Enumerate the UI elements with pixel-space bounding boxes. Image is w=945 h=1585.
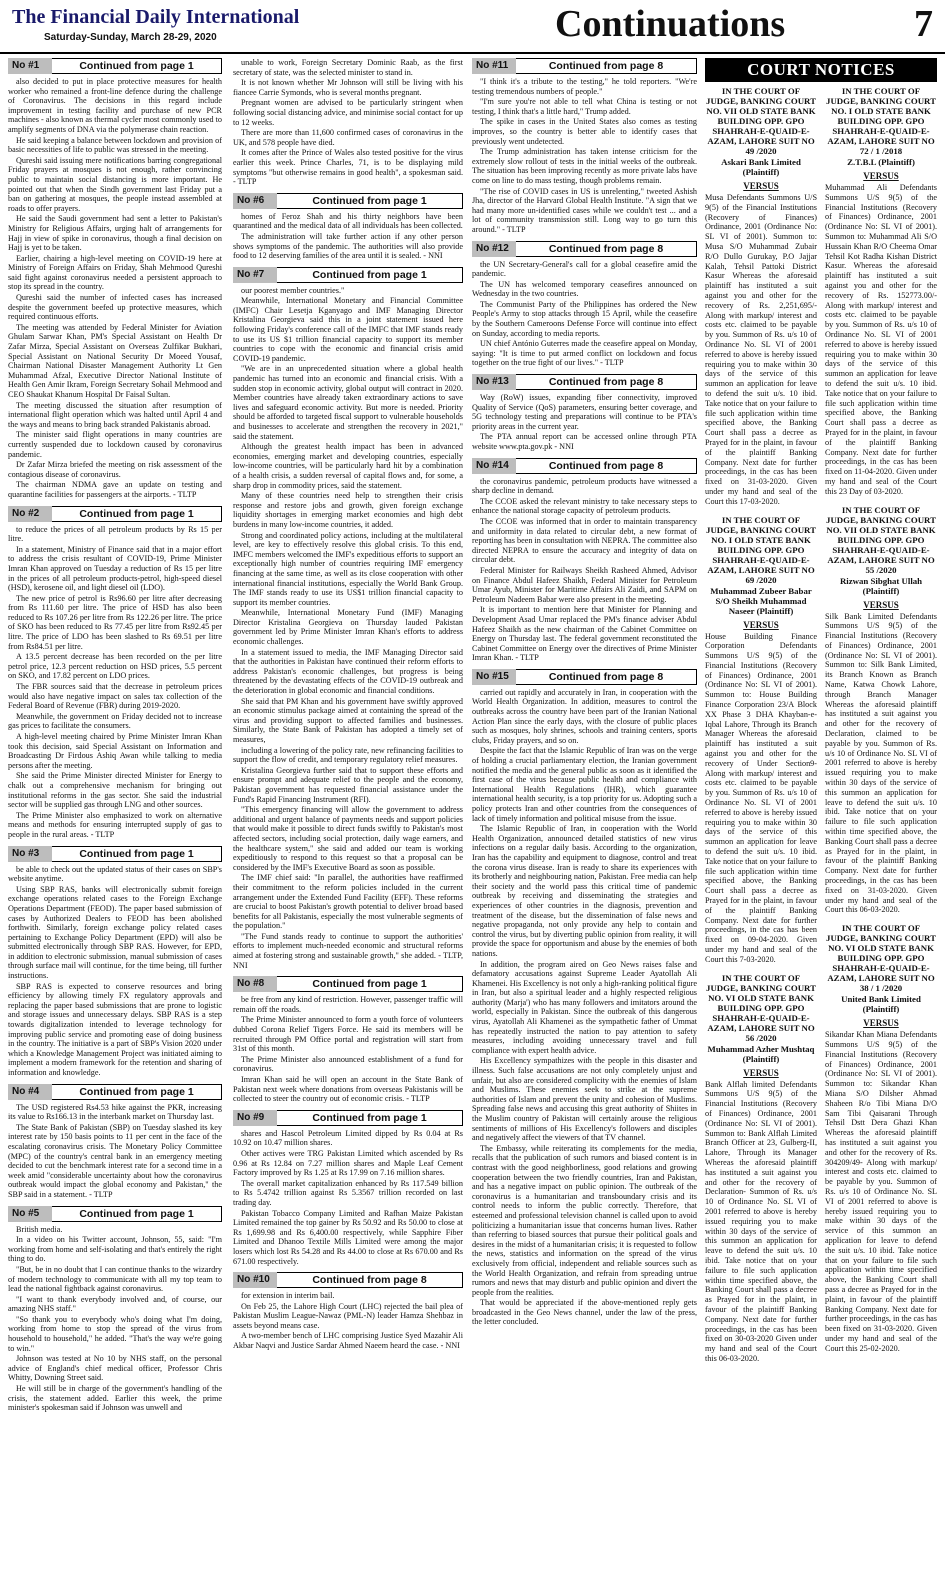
article-paragraph: homes of Feroz Shah and his thirty neighbors have been quarantined and the medical data of all individuals has been collected.	[233, 211, 463, 231]
notice-versus: VERSUS	[863, 171, 899, 181]
article-paragraph: Way (RoW) issues, expanding fiber connectivity, improved Quality of Service (QoS) parameters, ensuring better coverage, and 5G technology testing and preparations will continue to be PTA's priority areas in the current year.	[472, 393, 697, 431]
article-column-1	[8, 58, 222, 1578]
continuation-number: No #14	[472, 458, 516, 474]
article-paragraph: Dr Zafar Mirza briefed the meeting on risk assessment of the contagious disease of coronavirus.	[8, 460, 222, 479]
notice-plaintiff: United Bank Limited (Plaintiff)	[841, 994, 921, 1015]
article-paragraph: In a statement, Ministry of Finance said that in a major effort to address the crisis resultant of COVID-19, Prime Minister Imran Khan approved on Tuesday a reduction of Rs 15 per litre in the prices of all petroleum products-petrol, high-speed diesel (HSD), kerosene oil, and light diesel oil (LDO).	[8, 544, 222, 593]
court-notices-column	[705, 58, 937, 1578]
article-paragraph: The UN has welcomed temporary ceasefires announced on Wednesday in the two countries.	[472, 279, 697, 299]
article-paragraph: A high-level meeting chaired by Prime Minister Imran Khan took this decision, said Special Assistant on Information and Broadcasting Dr Firdous Ashiq Awan while talking to media persons after the meeting.	[8, 732, 222, 770]
notice-body: Sikandar Khan Miana Defendants Summons U/S 9(5) of the Financial Institutions (Recovery of Finances) Ordinance, 2001 (Ordinance No: SL VI of 2001). Summon to: Sikandar Khan Miana S/O Dilsher Ahmad Shaheen R/o Tibi Miana D/O Sam Tibi Qaisarani Through Tehsil Dstt Dera Ghazi Khan Whereas the aforesaid plaintiff has instituted a suit against you and other for the recovery of Rs. 304209/49- Along with markup/ interest and costs etc. claimed to be payable by you. Summon of Rs. u/s 10 of Ordinance No. SL VI of 2001 referred to above is hereby issued requiring you to make within 30 days of the service of this summon an application for leave to defend the suit u/s. 10 ibid. Take notice that on your failure to file such application within time specified above, the Banking Court shall pass a decree as Prayed for in the plaint, in favour of the plaintiff Banking Company. Next date for further proceedings, in the cas has been fixed on 31-03-2020. Given under my hand and seal of the Court this 25-02-2020.	[825, 1030, 937, 1353]
continuation-heading: Continued from page 1	[52, 1206, 222, 1222]
article-paragraph: The administration will take further action if any other person shows symptoms of the pandemic. The authorities will also provide food to 12 deserving families of the area until it is sealed. - NNI	[233, 231, 463, 261]
article-paragraph: "The Fund stands ready to continue to support the authorities' efforts to implement much-needed economic and structural reforms aimed at fostering strong and sustainable growth," she added. - TLTP, NNI	[233, 931, 463, 970]
continuation-heading: Continued from page 8	[516, 58, 697, 74]
continuation-heading: Continued from page 1	[52, 846, 222, 862]
article-paragraph: Pakistan Tobacco Company Limited and Rafhan Maize Pakistan Limited remained the top gainer by Rs 50.92 and Rs 50.00 to close at Rs 1,699.98 and Rs 6,400.00 respectively, while Sapphire Fiber Limited and Dhanoo Textile Mills Limited were among the major losers which lost Rs 54.28 and Rs 44.00 to close at Rs 670.00 and Rs 671.00 respectively.	[233, 1208, 463, 1266]
article-paragraph: British media.	[16, 1224, 63, 1234]
article-paragraph: The overall market capitalization enhanced by Rs 117.549 billion to Rs 5.4742 trillion against Rs 5.3567 trillion recorded on last trading day.	[233, 1178, 463, 1207]
section-title: Continuations	[555, 3, 786, 45]
continuation-heading: Continued from page 1	[277, 1110, 463, 1126]
continuation-number: No #7	[233, 267, 277, 283]
article-paragraph: On Feb 25, the Lahore High Court (LHC) rejected the bail plea of Pakistan Muslim League-Nawaz (PML-N) leader Hamza Shehbaz in assets beyond means case.	[233, 1301, 463, 1330]
continuation-number: No #4	[8, 1084, 52, 1100]
article-paragraph: The FBR sources said that the decrease in petroleum prices would also have negative impact on sales tax collection of the Federal Board of Revenue (FBR) during 2019-2020.	[8, 682, 222, 711]
continuation-number: No #15	[472, 669, 516, 685]
article-paragraph: Using SBP RAS, banks will electronically submit foreign exchange operations related cases to the Foreign Exchange Operations Department (FEOD). The paper based submission of cases by Authorized Dealers to FEOD has been abolished forthwith. Similarly, foreign exchange policy related cases pertaining to Exchange Policy Department (EPD) will also be submitted electronically through SBP RAS. However, for EPD, in addition to electronic submission, manual submission of cases through surface mail will continue, for the time being, till further instructions.	[8, 884, 222, 981]
notice-court-heading: IN THE COURT OF JUDGE, BANKING COURT NO. I OLD STATE BANK BUILDING OPP. GPO SHAHRAH-E-QUAID-E-AZAM, LAHORE SUIT NO 72 / 1 /2018	[826, 86, 936, 156]
article-paragraph: He said the Saudi government had sent a letter to Pakistan's Ministry for Religious Affairs, urging halt of arrangements for Hajj in view of spike in coronavirus, though a final decision on Hajj is yet to be taken.	[8, 214, 222, 253]
court-notice	[825, 86, 937, 497]
notice-plaintiff: Muhammad Zubeer Babar S/O Sheikh Muhammad Naseer (Plaintiff)	[710, 585, 812, 616]
article-paragraph: Qureshi said issuing mere notifications barring congregational Friday prayers at mosques is not enough, rather convincing public to maintain social distancing is more important. He pointed out that when the Sindh government last Friday put a ban on gathering at mosques, the people instead assembled at roads to offer prayers.	[8, 155, 222, 213]
article-paragraph: the coronavirus pandemic, petroleum products have witnessed a sharp decline in demand.	[472, 476, 697, 496]
article-paragraph: shares and Hascol Petroleum Limited dipped by Rs 0.04 at Rs 10.92 on 10.47 million shares.	[233, 1128, 463, 1148]
continuation-article	[233, 58, 463, 187]
article-paragraph: In addition, the program aired on Geo News raises false and defamatory accusations against Supreme Leader Ayatollah Ali Khamenei. His Excellency is not only a high-ranking political figure in Iran, but also a spiritual leader and a highly respected religious authority (Marja') who has many followers and imitators around the world, especially in Pakistan. Since the outbreak of this dangerous virus, Ayatollah Ali Khamenei as the sympathetic father of Ummat has repeatedly instructed the nation to pay attention to safety measures, including avoiding unnecessary travel and full compliance with expert health advice.	[472, 959, 697, 1055]
article-paragraph: Meanwhile, International Monetary Fund (IMF) Managing Director Kristalina Georgieva on Thursday lauded Pakistan government led by Prime Minister Imran Khan's efforts to address economic challenges.	[233, 608, 463, 647]
article-paragraph: The IMF chief said: "In parallel, the authorities have reaffirmed their commitment to the reform policies included in the current arrangement under the Extended Fund Facility (EFF). These reforms are crucial to boost Pakistan's growth potential to deliver broad based benefits for all Pakistanis, especially the most vulnerable segments of the population."	[233, 873, 463, 931]
article-paragraph: It is important to mention here that Minister for Planning and Development Asad Umar replaced the PM's finance adviser Abdul Hafeez Shaikh as the new chairman of the Cabinet Committee on Energy on Thursday last. The federal government reconstituted the Cabinet Committee on Energy over the directives of Prime Minister Imran Khan. - TLTP	[472, 605, 697, 663]
article-paragraph: The Prime Minister also announced establishment of a fund for coronavirus.	[233, 1054, 463, 1074]
notice-plaintiff: Askari Bank Limited (Plaintiff)	[721, 157, 801, 177]
article-paragraph: Federal Minister for Railways Sheikh Rasheed Ahmed, Advisor on Finance Abdul Hafeez Shaikh, Federal Minister for Petroleum Umar Ayub, Minister for Maritime Affairs Ali Zaidi, and SAPM on Petroleum Nadeem Babar were also present in the meeting.	[472, 565, 697, 604]
article-paragraph: A two-member bench of LHC comprising Justice Syed Mazahir Ali Akbar Naqvi and Justice Sardar Ahmed Naeem heard the case. - NNI	[233, 1331, 463, 1351]
continuation-heading: Continued from page 8	[516, 374, 697, 390]
notice-court-heading: IN THE COURT OF JUDGE, BANKING COURT NO. VII OLD STATE BANK BUILDING OPP. GPO SHAHRAH-E-QUAID-E-AZAM, LAHORE SUIT NO 55 /2020	[826, 504, 936, 575]
continuation-number: No #1	[8, 58, 52, 74]
continuation-heading: Continued from page 8	[516, 458, 697, 474]
article-paragraph: "We are in an unprecedented situation where a global health pandemic has turned into an economic and financial crisis. With a sudden stop in economic activity, global output will contract in 2020. Member countries have already taken extraordinary actions to save lives and safeguard economic activity. But more is needed. Priority should be afforded to targeted fiscal support to vulnerable households and businesses to accelerate and strengthen the recovery in 2021," said the statement.	[233, 364, 463, 441]
notice-plaintiff: Muhammad Azher Mushtaq (Plaintiff)	[707, 1043, 815, 1064]
continuation-header	[472, 374, 697, 390]
article-paragraph: Despite the fact that the Islamic Republic of Iran was on the verge of holding a crucial parliamentary election, the Iranian government notified the media and the general public as soon as it identified the first case of the virus because public health and compliance with International Health Regulations (IHR), which guarantee international health security, is a top priority for us. Adopting such a policy protects Iran and other countries from the consequences of lack of timely information and political misuse from the issue.	[472, 746, 697, 823]
continuation-header	[233, 1110, 463, 1126]
article-paragraph: The Islamic Republic of Iran, in cooperation with the World Health Organization, announced detailed statistics of new virus infections on a regular daily basis. According to the organization, Iran has the capability and equipment to diagnose, control and treat the corona virus disease. Iran is ready to share its experiences with its brotherly and neighbouring nation, Pakistan. Free media can help their society and the world pass this critical time of pandemic outbreak by receiving and disseminating the strategies and experiences of other countries in the diagnosis, prevention and treatment of the disease, but the dissemination of false news and negative propaganda, not only provide any help to contain and control the virus, but by diverting public opinion from reality, it will provide the space for opportunism and abuse by the enemies of both nations.	[472, 824, 697, 958]
continuation-article	[472, 669, 697, 1327]
article-paragraph: A 13.5 percent decrease has been recorded on the per litre petrol price, 12.3 percent reduction on HSD prices, 5.5 percent on SKO, and 17.82 percent on LDO prices.	[8, 652, 222, 681]
article-paragraph: It is not known whether Mr Johnson will still be living with his fiancee Carrie Symonds, who is several months pregnant.	[233, 78, 463, 97]
notice-court-heading: IN THE COURT OF JUDGE, BANKING COURT NO. VI OLD STATE BANK BUILDING OPP. GPO SHAHRAH-E-QUAID-E-AZAM, LAHORE SUIT NO 38 / 1 /2020	[826, 923, 936, 994]
notice-versus: VERSUS	[743, 619, 779, 630]
notice-body: Muhammad Ali Defendants Summons U/S 9(5) of the Financial Institutions (Recovery of Finances) Ordinance, 2001 (Ordinance No: SL VI of 2001). Summon to: Muhammad Ali S/O Hussain Khan R/O Cheema Omar Tehsil Kot Radha Kishan District Kasur. Whereas the aforesaid plaintiff has instituted a suit against you and other for the recovery of Rs. 152773.00/- Along with markup/ interest and costs etc. claimed to be payable by you. Summon of Rs. u/s 10 of Ordinance No. SL VI of 2001 referred to above is hereby issued requiring you to make within 30 days of the service of this summon an application for leave to defend the suit u/s. 10 ibid. Take notice that on your failure to file such application within time specified above, the Banking Court shall pass a decree as Prayed for in the plaint, in favour of the plaintiff Banking Company. Next date for further proceedings, in the cas has been fixed on 11-04-2020. Given under my hand and seal of the Court this 23 Day of 03-2020.	[825, 183, 937, 496]
article-paragraph: In a statement issued to media, the IMF Managing Director said that the authorities in Pakistan have continued their reform efforts to address Pakistan's economic challenges, but progress is being threatened by the devastating effects of the COVID-19 outbreak and the deterioration in global economic and financial conditions.	[233, 647, 463, 696]
continuation-header	[8, 1206, 222, 1222]
issue-date: Saturday-Sunday, March 28-29, 2020	[44, 32, 217, 43]
notice-body: Bank Alflah limited Defendants Summons U/S 9(5) of the Financial Institutions (Recovery of Finances) Ordinance, 2001 (Ordinance No: SL VI of 2001). Summon to: Bank Alflah Limited Branch Officer at 23, Gulberg-II, Lahore, Through its Manager Whereas the aforesaid plaintiff has instituted a suit against you and other for the recovery of Declaration- Summon of Rs. u/s 10 of Ordinance No. SL VI of 2001 referred to above is hereby issued requiring you to make within 30 days of the service of this summon an application for leave to defend the suit u/s. 10 ibid. Take notice that on your failure to file such application within time specified above, the Banking Court shall pass a decree as Prayed for in the plaint, in favour of the plaintiff Banking Company. Next date for further proceedings, in the cas has been fixed on 30-03-2020 Given under my hand and seal of the Court this 06-03-2020.	[705, 1079, 817, 1363]
article-paragraph: Meanwhile, the government on Friday decided not to increase gas prices to facilitate the consumers.	[8, 711, 222, 731]
article-paragraph: Qureshi said the number of infected cases has increased despite the government beefed up protective measures, which required continuous efforts.	[8, 293, 222, 322]
article-paragraph: There are more than 11,600 confirmed cases of coronavirus in the UK, and 578 people have died.	[233, 128, 463, 147]
continuation-article	[8, 1206, 222, 1413]
article-paragraph: She said the Prime Minister directed Minister for Energy to chalk out a comprehensive mechanism for bringing out institutional reforms in the gas sector. She said the industrial sector will be supplied gas through LNG and other sources.	[8, 771, 222, 810]
continuation-heading: Continued from page 1	[277, 267, 463, 283]
court-notice	[705, 515, 817, 965]
article-paragraph: the UN Secretary-General's call for a global ceasefire amid the pandemic.	[472, 259, 697, 279]
continuation-heading: Continued from page 8	[277, 1272, 463, 1288]
continuation-header	[8, 506, 222, 522]
continuation-article	[472, 58, 697, 235]
notice-versus: VERSUS	[863, 599, 899, 610]
court-notices-subcolumn-1	[705, 86, 817, 1372]
continuation-heading: Continued from page 8	[516, 241, 697, 257]
article-paragraph: "But, be in no doubt that I can continue thanks to the wizardry of modern technology to communicate with all my top team to lead the national fightback against coronavirus.	[8, 1264, 222, 1294]
article-paragraph: The minister said flight operations in many countries are currently suspended due to lockdown caused by coronavirus pandemic.	[8, 430, 222, 459]
article-paragraph: "I want to thank everybody involved and, of course, our amazing NHS staff."	[8, 1294, 222, 1314]
continuation-article	[8, 1084, 222, 1200]
continuation-number: No #3	[8, 846, 52, 862]
article-paragraph: "I think it's a tribute to the testing," he told reporters. "We're testing tremendous numbers of people."	[472, 77, 697, 96]
continuation-header	[472, 669, 697, 685]
notice-versus: VERSUS	[743, 1067, 779, 1078]
article-paragraph: The Embassy, while reiterating its complements for the media, recalls that the publication of such rumors and biased content is in contrast with the good neighborliness, good relations and growing cooperation between the two friendly countries, Iran and Pakistan, and has a negative impact on public opinion. The outbreak of the coronavirus is a humanitarian and transboundary crisis and its control needs to inform the public correctly. Therefore, that esteemed and professional television channel is called upon to avoid politicizing a humanitarian issue that concerns human lives. Rather than referring to biased sources that pursue their political goals and desires in the midst of a humanitarian crisis; it is requested to follow the news, statistics and information on the spread of the virus exclusively from official, independent and reliable sources such as the World Health Organization, and refrain from spreading untrue rumors and news that may disturb and public opinion and divert the people from the realities.	[472, 1143, 697, 1297]
article-paragraph: The CCOE was informed that in order to maintain transparency and uniformity in data related to circular debt, a new format of reporting has been in consultation with NEPRA. The committee also directed NEPRA to ensure the accuracy and integrity of data on circular debt.	[472, 516, 697, 565]
article-paragraph: "I'm sure you're not able to tell what China is testing or not testing, I think that's a little hard," Trump added.	[472, 97, 697, 116]
continuation-article	[233, 1110, 463, 1266]
court-notices-banner: COURT NOTICES	[705, 58, 937, 82]
continuation-article	[233, 193, 463, 261]
continuation-article	[8, 846, 222, 1078]
court-notice	[705, 86, 817, 507]
article-paragraph: The Prime Minister also emphasized to work on alternative means and methods for ensuring interrupted supply of gas to people in the rural areas. - TLTP	[8, 810, 222, 839]
continuation-number: No #11	[472, 58, 516, 74]
continuation-header	[233, 1272, 463, 1288]
article-paragraph: Other actives were TRG Pakistan Limited which ascended by Rs 0.96 at Rs 12.84 on 7.27 million shares and Maple Leaf Cement Factory improved by Rs 1.25 at Rs 17.99 on 7.16 million shares.	[233, 1148, 463, 1178]
continuation-article	[472, 458, 697, 663]
article-paragraph: Johnson was tested at No 10 by NHS staff, on the personal advice of England's chief medical officer, Professor Chris Whitty, Downing Street said.	[8, 1354, 222, 1383]
newspaper-title: The Financial Daily International	[12, 6, 300, 28]
notice-versus: VERSUS	[863, 1018, 899, 1029]
continuation-header	[472, 458, 697, 474]
continuation-article	[472, 374, 697, 452]
page-number: 7	[914, 3, 933, 45]
article-paragraph: It comes after the Prince of Wales also tested positive for the virus earlier this week. Prince Charles, 71, is to be displaying mild symptoms "but otherwise remains in good health", a spokesman said. - TLTP	[233, 148, 463, 187]
article-paragraph: for extension in interim bail.	[241, 1291, 335, 1301]
court-notice	[825, 505, 937, 916]
notice-body: House Building Finance Corporation Defendants Summons U/S 9(5) of the Financial Institutions (Recovery of Finances) Ordinance, 2001 (Ordinance No: SL VI of 2001). Summon to: House Building Finance Corporation 23/A Block XX Phase 3 DHA Khayban-e- Iqbal Lahore, Through its Branch Manager Whereas the aforesaid plaintiff has instituted a suit against you and other for the recovery of Under Section9- Along with markup/ interest and costs etc. claimed to be payable by you. Summon of Rs. u/s 10 of Ordinance No. SL VI of 2001 referred to above is hereby issued requiring you to make within 30 days of the service of this summon an application for leave to defend the suit u/s. 10 ibid. Take notice that on your failure to file such application within time specified above, the Banking Court shall pass a decree as Prayed for in the plaint, in favour of the plaintiff Banking Company. Next date for further proceedings, in the cas has been fixed on 09-04-2020. Given under my hand and seal of the Court this 7-03-2020.	[705, 631, 817, 964]
article-paragraph: Imran Khan said he will open an account in the State Bank of Pakistan next week where donations from overseas Pakistanis will be collected to steer the country out of economic crisis. - TLTP	[233, 1075, 463, 1104]
continuation-number: No #6	[233, 193, 277, 209]
continuation-header	[8, 1084, 222, 1100]
notice-court-heading: IN THE COURT OF JUDGE, BANKING COURT NO. VII OLD STATE BANK BUILDING OPP. GPO SHAHRAH-E-QUAID-E-AZAM, LAHORE SUIT NO 49 /2020	[706, 86, 816, 156]
continuation-article	[8, 58, 222, 500]
continuation-heading: Continued from page 1	[52, 1084, 222, 1100]
continuation-header	[8, 846, 222, 862]
continuation-number: No #5	[8, 1206, 52, 1222]
continuation-article	[233, 1272, 463, 1351]
article-paragraph: The new price of petrol is Rs96.60 per litre after decreasing from Rs 111.60 per litre. The price of HSD has also been reduced to Rs 107.26 per litre from Rs 122.26 per litre. The price of SKO has been reduced to Rs 77.45 per litre from Rs92.45 per litre. The price of LDO has been slashed to Rs 69.51 per litre from Rs84.51 per litre.	[8, 593, 222, 651]
article-paragraph: SBP RAS is expected to conserve resources and bring efficiency by allowing timely FX regulatory approvals and replacing the paper based submissions that are prone to logistic and storage issues and unnecessary delays. SBP RAS is a step towards digitalization intended to leverage technology for improving public service and promoting ease of doing business in the country. The initiative is a part of SBP's Vision 2020 under which a Knowledge Management Project was initiated aiming to implement a modern framework for the retention and sharing of information and knowledge.	[8, 981, 222, 1077]
article-paragraph: Kristalina Georgieva further said that to support these efforts and ensure prompt and adequate relief to the people and the economy, Pakistan government has requested financial assistance under the Fund's Rapid Financing Instrument (RFI).	[233, 765, 463, 804]
article-paragraph: The USD registered Rs4.53 hike against the PKR, increasing its value to Rs166.13 in the interbank market on Thursday last.	[8, 1102, 222, 1122]
continuation-article	[233, 267, 463, 971]
continuation-number: No #12	[472, 241, 516, 257]
article-paragraph: be free from any kind of restriction. However, passenger traffic will remain off the roads.	[233, 995, 463, 1014]
continuation-heading: Continued from page 8	[516, 669, 697, 685]
article-paragraph: She said that PM Khan and his government have swiftly approved an economic stimulus package aimed at containing the spread of the virus and providing support to affected families and businesses. Similarly, the State Bank of Pakistan has adopted a timely set of measures,	[233, 696, 463, 744]
article-paragraph: UN chief António Guterres made the ceasefire appeal on Monday, saying: "It is time to put armed conflict on lockdown and focus together on the true fight of our lives." - TLTP	[472, 339, 697, 368]
article-paragraph: The State Bank of Pakistan (SBP) on Tuesday slashed its key interest rate by 150 basis points to 11 per cent in the face of the escalating coronavirus crisis. The Monetary Policy Committee (MPC) of the country's central bank in an emergency meeting decided to cut the benchmark interest rate for a second time in a week amid "considerable uncertainty about how the coronavirus outbreak would impact the global economy and Pakistan," the SBP said in a statement. - TLTP	[8, 1122, 222, 1199]
continuation-header	[472, 241, 697, 257]
article-paragraph: Many of these countries need help to strengthen their crisis response and restore jobs and growth, given foreign exchange liquidity shortages in emerging market economies and high debt burdens in many low-income countries, it added.	[233, 491, 463, 529]
article-paragraph: unable to work, Foreign Secretary Dominic Raab, as the first secretary of state, was the selected minister to stand in.	[233, 58, 463, 77]
article-paragraph: to reduce the prices of all petroleum products by Rs 15 per litre.	[8, 524, 222, 544]
notice-body: Silk Bank Limited Defendants Summons U/S 9(5) of the Financial Institutions (Recovery of Finances) Ordinance, 2001 (Ordinance No: SL VI of 2001). Summon to: Silk Bank Limited, its Branch Known as Branch Name, Katwa Chowk Lahore, through Branch Manager Whereas the aforesaid plaintiff has instituted a suit against you and other for the recovery of Declaration, claimed to be payable by you. Summon of Rs. u/s 10 of Ordinance No. SL VI of 2001 referred to above is hereby issued requiring you to make within 30 days of the service of this summon an application for leave to defend the suit u/s. 10 ibid. Take notice that on your failure to file such application within time specified above, the Banking Court shall pass a decree as Prayed for in the plaint, in favour of the plaintiff Banking Company. Next date for further proceedings, in the cas has been fixed on 31-03-2020. Given under my hand and seal of the Court this 06-03-2020.	[825, 611, 937, 915]
masthead	[0, 0, 945, 54]
court-notice	[825, 923, 937, 1353]
continuation-number: No #13	[472, 374, 516, 390]
article-paragraph: carried out rapidly and accurately in Iran, in cooperation with the World Health Organization. In addition, measures to control the outbreaks across the country have been part of the Iranian National Action Plan since the early days, with the closure of public places such as mosques, holy shrines, schools and training centers, sports clubs, Friday prayers, and so on.	[472, 687, 697, 745]
continuation-header	[472, 58, 697, 74]
article-column-2	[233, 58, 463, 1578]
article-paragraph: "So thank you to everybody who's doing what I'm doing, working from home to stop the spread of the virus from household to household," he added. "That's the way we're going to win."	[8, 1314, 222, 1353]
notice-plaintiff: Z.T.B.L (Plaintiff)	[847, 157, 915, 167]
continuation-number: No #9	[233, 1110, 277, 1126]
continuation-number: No #10	[233, 1272, 277, 1288]
article-paragraph: The meeting discussed the situation after resumption of international flight operation which was halted until April 4 and the ways and means to bring back stranded Pakistanis abroad.	[8, 400, 222, 429]
article-paragraph: The CCOE asked the relevant ministry to take necessary steps to enhance the national storage capacity of petroleum products.	[472, 496, 697, 516]
article-paragraph: our poorest member countries."	[241, 285, 345, 295]
continuation-header	[233, 193, 463, 209]
article-paragraph: That would be appreciated if the above-mentioned reply gets broadcasted in the Geo News channel, under the law of the press, the letter concluded.	[472, 1298, 697, 1327]
article-paragraph: The chairman NDMA gave an update on testing and quarantine facilities for passengers at the airports. - TLTP	[8, 480, 222, 499]
article-paragraph: The Communist Party of the Philippines has ordered the New People's Army to stop attacks through 15 April, while the ceasefire by the Southern Cameroons Defense Force will continue into effect on Sunday, according to media reports.	[472, 299, 697, 338]
article-paragraph: also decided to put in place protective measures for health worker who remained a front-line defence during the challenge of Coronavirus. The decisions in this regard include improvement in testing facility and purchase of new PCR machines - also known as thermal cycler most commonly used to amplify segments of DNA via the polymerase chain reaction.	[8, 77, 222, 134]
continuation-heading: Continued from page 1	[52, 506, 222, 522]
article-paragraph: Strong and coordinated policy actions, including at the multilateral level, are key to effectively resolve this global crisis. To this end, IMFC members welcomed the IMF's expeditious efforts to support an exceptionally high number of countries requiring IMF emergency financing at the same time, as well as its close cooperation with other international financial institutions, especially the World Bank Group. The IMF stands ready to use its US$1 trillion financial capacity to support its member countries.	[233, 530, 463, 607]
notice-versus: VERSUS	[743, 181, 779, 191]
article-paragraph: The Trump administration has taken intense criticism for the extremely slow rollout of tests in the initial weeks of the outbreak. The situation has been improving recently as more private labs have come on line to do mass testing, though problems remain.	[472, 147, 697, 185]
continuation-number: No #8	[233, 976, 277, 992]
continuation-header	[233, 976, 463, 992]
notice-court-heading: IN THE COURT OF JUDGE, BANKING COURT NO. I OLD STATE BANK BUILDING OPP. GPO SHAHRAH-E-QUAID-E-AZAM, LAHORE SUIT NO 69 /2020	[706, 514, 816, 585]
article-paragraph: including a lowering of the policy rate, new refinancing facilities to support the flow of credit, and temporary regulatory relief measures.	[233, 745, 463, 765]
article-paragraph: Meanwhile, International Monetary and Financial Committee (IMFC) Chair Lesetja Kganyago and IMF Managing Director Kristalina Georgieva said this in a joint statement issued here following Friday's conference call of the IMFC that IMF stands ready to use its US $1 trillion financial capacity to support its member countries to cope with the economic and financial crisis amid COVID-19 pandemic.	[233, 296, 463, 363]
article-paragraph: Pregnant women are advised to be particularly stringent when following social distancing advice, and minimise social contact for up to 12 weeks.	[233, 98, 463, 127]
continuation-number: No #2	[8, 506, 52, 522]
notice-body: Musa Defendants Summons U/S 9(5) of the Financial Institutions (Recovery of Finances) Ordinance, 2001 (Ordinance No: SL VI of 2001). Summon to: Musa S/O Muhammad Zubair R/O Dullo Gurukay, P.O Jajjar Kalah, Tehsil Pattoki District Kasur Whereas the aforesaid plaintiff has instituted a suit against you and other for the recovery of Rs. 2,251,695/- Along with markup/ interest and costs etc. claimed to be payable by you. Summon of Rs. u/s 10 of Ordinance No. SL VI of 2001 referred to above is hereby issued requiring you to make within 30 days of the service of this summon an application for leave to defend the suit u/s. 10 ibid. Take notice that on your failure to file such application within time specified above, the Banking Court shall pass a decree as Prayed for in the plaint, in favour of the plaintiff Banking Company. Next date for further proceedings, in the cas has been fixed on 31-03-2020. Given under my hand and seal of the Court this 17-03-2020.	[705, 193, 817, 506]
article-paragraph: Although the greatest health impact has been in advanced economies, emerging market and developing countries, especially low-income countries, will be particularly hard hit by a combination of a health crisis, a sudden reversal of capital flows and, for some, a sharp drop in commodity prices, said the statement.	[233, 442, 463, 490]
article-paragraph: In a video on his Twitter account, Johnson, 55, said: "I'm working from home and self-isolating and that's entirely the right thing to do.	[8, 1235, 222, 1264]
notice-court-heading: IN THE COURT OF JUDGE, BANKING COURT NO. VI OLD STATE BANK BUILDING OPP. GPO SHAHRAH-E-QUAID-E-AZAM, LAHORE SUIT NO 56 /2020	[706, 972, 816, 1043]
article-paragraph: He said keeping a balance between lockdown and provision of basic necessities of life to public was stressed in the meeting.	[8, 135, 222, 155]
article-paragraph: Earlier, chairing a high-level meeting on COVID-19 here at Ministry of Foreign Affairs on Friday, Shah Mehmood Qureshi said fight against coronavirus needed a persistent approach to stop its spread in the country.	[8, 253, 222, 292]
article-paragraph: The meeting was attended by Federal Minister for Aviation Ghulam Sarwar Khan, PM's Special Assistant on Health Dr Zafar Mirza, Special Assistant on Overseas Zulfikar Bukhari, Special Assistant on National Security Dr Moeed Yousaf, Chairman National Disaster Management Authority Lt Gen Muhammad Afzal, Executive Director National Institute of Health Gen Amir Ikram, Foreign Secretary Sohail Mehmood and CEO Shaukat Khanum Hospital Dr Faisal Sultan.	[8, 322, 222, 399]
article-paragraph: The Prime Minister announced to form a youth force of volunteers dubbed Corona Relief Tigers Force. He said its members will be recruited through PM Office portal and registration will start from 31st of this month.	[233, 1015, 463, 1054]
article-paragraph: "The rise of COVID cases in US is unrelenting," tweeted Ashish Jha, director of the Harvard Global Health Institute. "A sign that we had many more un-identified cases while we couldn't test ... and a lot of community transmission still. Long way to go turn this around." - TLTP	[472, 186, 697, 234]
continuation-article	[472, 241, 697, 369]
continuation-header	[233, 267, 463, 283]
article-paragraph: be able to check out the updated status of their cases on SBP's website anytime.	[8, 864, 222, 884]
court-notices-subcolumn-2	[825, 86, 937, 1372]
continuation-heading: Continued from page 1	[277, 976, 463, 992]
continuation-header	[8, 58, 222, 74]
article-paragraph: The PTA annual report can be accessed online through PTA website www.pta.gov.pk - NNI	[472, 432, 697, 451]
article-paragraph: "This emergency financing will allow the government to address additional and urgent balance of payments needs and support policies that would make it possible to direct funds swiftly to Pakistan's most affected sectors, including social protection, daily wage earners, and the healthcare system," she said and added our team is working expeditiously to respond to this request so that a proposal can be considered by the IMF's Executive Board as soon as possible.	[233, 805, 463, 872]
continuation-heading: Continued from page 1	[277, 193, 463, 209]
notice-plaintiff: Rizwan Sibghat Ullah (Plaintiff)	[839, 575, 923, 596]
article-paragraph: He will still be in charge of the government's handling of the crisis, the statement added. Earlier this week, the prime minister's spokesman said if Johnson was unwell and	[8, 1384, 222, 1413]
article-paragraph: The spike in cases in the United States also comes as testing improves, so the country is better able to identify cases that previously went undetected.	[472, 117, 697, 146]
continuation-article	[8, 506, 222, 840]
article-column-3	[472, 58, 697, 1578]
court-notice	[705, 973, 817, 1364]
continuation-article	[233, 976, 463, 1104]
continuation-heading: Continued from page 1	[52, 58, 222, 74]
article-paragraph: His Excellency sympathizes with the people in this disaster and illness. Such false accusations are not only completely unjust and unfair, but also are considered complicity with the enemies of Islam and Muslims. These enemies seek to strike at the supreme authorities of Islam and prevent the unity and cohesion of Muslims. Spreading false news and accusing this great authority of Shiites in the Muslim country of Pakistan will certainly arouse the religious sentiments of millions of His Excellency's followers and disciples and negatively affect the viewers of that TV channel.	[472, 1056, 697, 1143]
